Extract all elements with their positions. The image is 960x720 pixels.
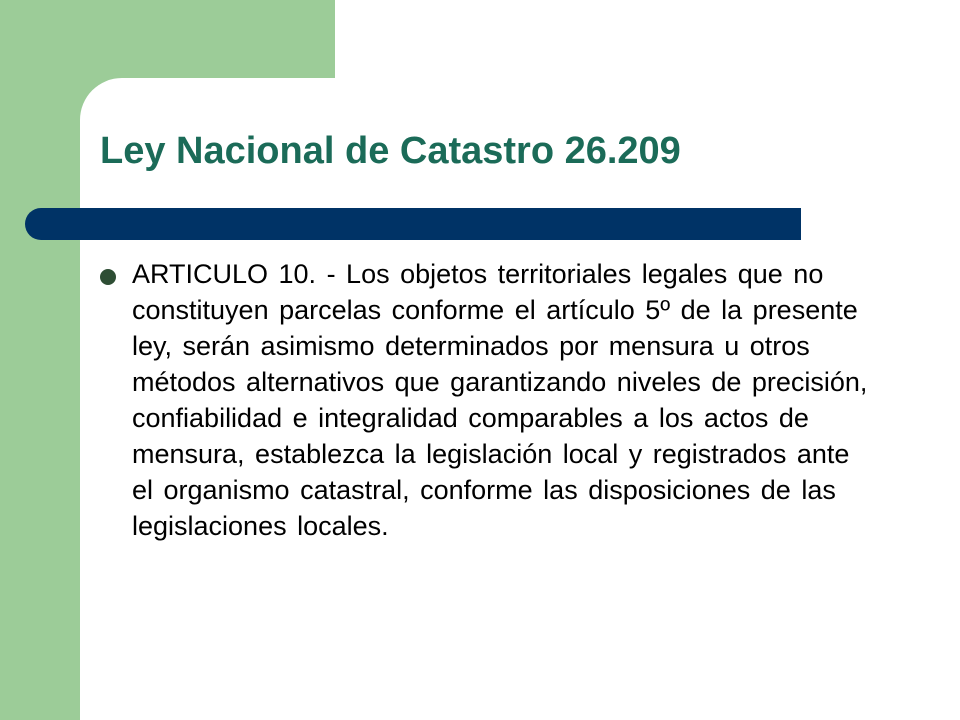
bullet-item [100,256,880,544]
bullet-dot-icon [100,269,116,285]
bullet-text: ARTICULO 10. - Los objetos territoriales legales que no constituyen parcelas conforme el artículo 5º de la presente ley, serán asimismo determinados por mensura u otros métodos alternativos que garantizando niveles de precisión, confiabilidad e integralidad comparables a los actos de mensura, establezca la legislación local y registrados ante el organismo catastral, conforme las disposiciones de las legislaciones locales. [132,259,868,541]
decorative-left-strip [0,0,80,720]
slide-title: Ley Nacional de Catastro 26.209 [100,130,681,172]
slide-body [100,256,880,544]
title-underline-bar [25,208,801,240]
